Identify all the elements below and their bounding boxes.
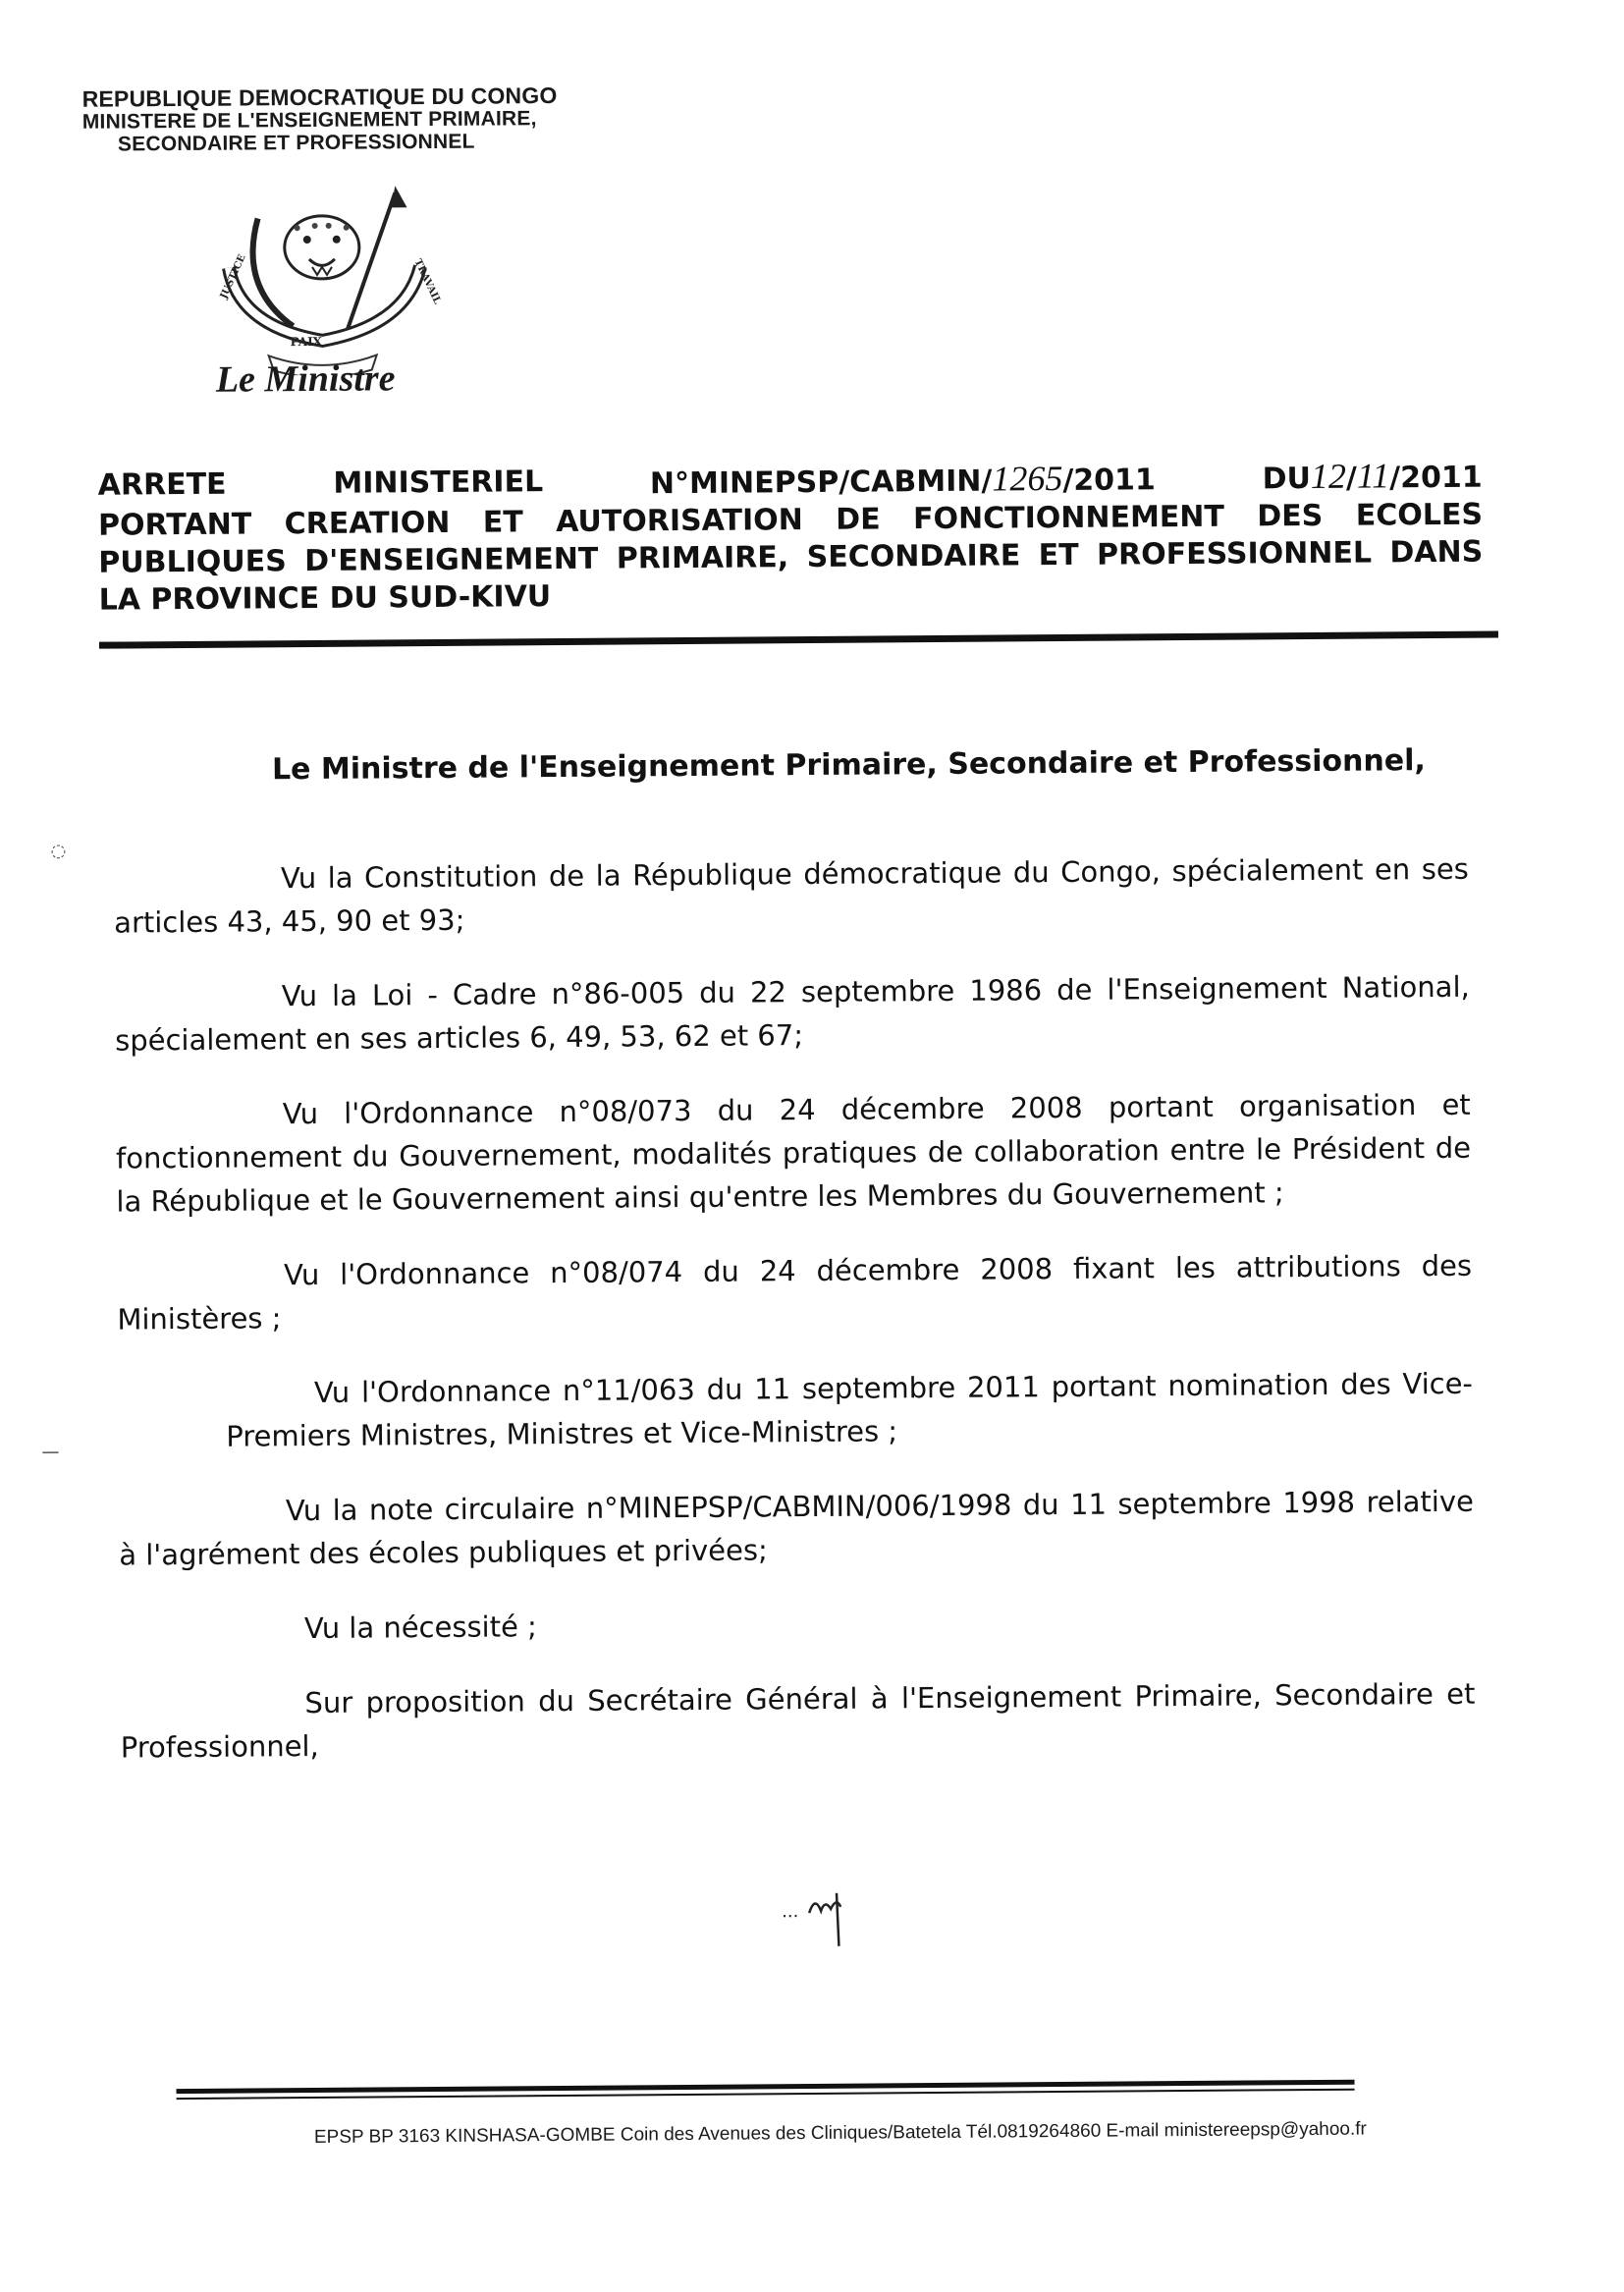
date-prefix: DU — [1262, 461, 1312, 497]
title-underline-rule — [99, 630, 1498, 648]
handwritten-day: 12 — [1310, 456, 1347, 496]
letterhead-ministry-cont: SECONDAIRE ET PROFESSIONNEL — [117, 130, 475, 156]
reference-prefix: N°MINEPSP/CABMIN/ — [649, 464, 993, 502]
svg-text:PAIX: PAIX — [290, 334, 323, 350]
preamble-paragraph-ordonnance-073: Vu l'Ordonnance n°08/073 du 24 décembre 2008 portant organisation et fonctionnement du Gouvernement, modalités pratiques de collaboration entre le Président de la République et le Gouvernement ainsi qu'entre les Membres du Gouvernement ; — [115, 1087, 1472, 1219]
minister-signature-label: Le Ministre — [215, 357, 396, 401]
preamble-paragraph-constitution: Vu la Constitution de la République démocratique du Congo, spécialement en ses articles 43, 45, 90 et 93; — [114, 851, 1469, 940]
margin-mark-2: — — [41, 1442, 60, 1463]
decree-date: DU12/11/2011 — [1262, 456, 1483, 497]
letterhead-ministry: MINISTERE DE L'ENSEIGNEMENT PRIMAIRE, — [81, 107, 537, 134]
decree-title — [98, 457, 1493, 620]
minister-heading: Le Ministre de l'Enseignement Primaire, Secondaire et Professionnel, — [271, 743, 1426, 788]
preamble-body — [114, 847, 1476, 1801]
date-year: /2011 — [1389, 460, 1483, 496]
handwritten-month: 11 — [1356, 456, 1390, 496]
title-line-2: PORTANT CREATION ET AUTORISATION DE FONCTIONNEMENT DES ECOLES — [97, 497, 1484, 543]
preamble-paragraph-ordonnance-063: Vu l'Ordonnance n°11/063 du 11 septembre 2011 portant nomination des Vice-Premiers Ministres, Ministres et Vice-Ministres ; — [226, 1366, 1474, 1453]
footer-address: EPSP BP 3163 KINSHASA-GOMBE Coin des Avenues des Cliniques/Batetela Tél.0819264860 E-mail ministereepsp@yahoo.fr — [313, 2118, 1367, 2149]
preamble-paragraph-loi-cadre: Vu la Loi - Cadre n°86-005 du 22 septembre 1986 de l'Enseignement National, spécialement en ses articles 6, 49, 53, 62 et 67; — [115, 969, 1470, 1058]
preamble-paragraph-necessite: Vu la nécessité ; — [303, 1610, 537, 1646]
margin-mark-1: ◌ — [50, 840, 67, 862]
letterhead-country: REPUBLIQUE DEMOCRATIQUE DU CONGO — [81, 82, 558, 112]
coat-of-arms-emblem — [198, 178, 446, 376]
title-word-arrete: ARRETE — [97, 466, 227, 503]
preamble-paragraph-proposition: Sur proposition du Secrétaire Général à l'Enseignement Primaire, Secondaire et Professionnel, — [120, 1676, 1476, 1765]
svg-text:JUSTICE: JUSTICE — [218, 252, 248, 301]
letterhead — [82, 83, 673, 156]
decree-reference — [650, 459, 1156, 503]
title-line-4: LA PROVINCE DU SUD-KIVU — [98, 579, 552, 618]
preamble-paragraph-ordonnance-074: Vu l'Ordonnance n°08/074 du 24 décembre 2008 fixant les attributions des Ministères ; — [117, 1248, 1473, 1337]
signature-dots: ... — [782, 1901, 799, 1923]
title-word-ministeriel: MINISTERIEL — [333, 464, 544, 501]
title-line-3: PUBLIQUES D'ENSEIGNEMENT PRIMAIRE, SECONDAIRE ET PROFESSIONNEL DANS — [98, 534, 1484, 580]
preamble-paragraph-note-circulaire: Vu la note circulaire n°MINEPSP/CABMIN/006/1998 du 11 septembre 1998 relative à l'agrément des écoles publiques et privées; — [119, 1484, 1475, 1572]
svg-text:TRAVAIL: TRAVAIL — [411, 257, 443, 306]
handwritten-reference-number: 1265 — [992, 458, 1063, 499]
initials-signature — [782, 1885, 861, 1955]
reference-year: /2011 — [1062, 463, 1156, 498]
